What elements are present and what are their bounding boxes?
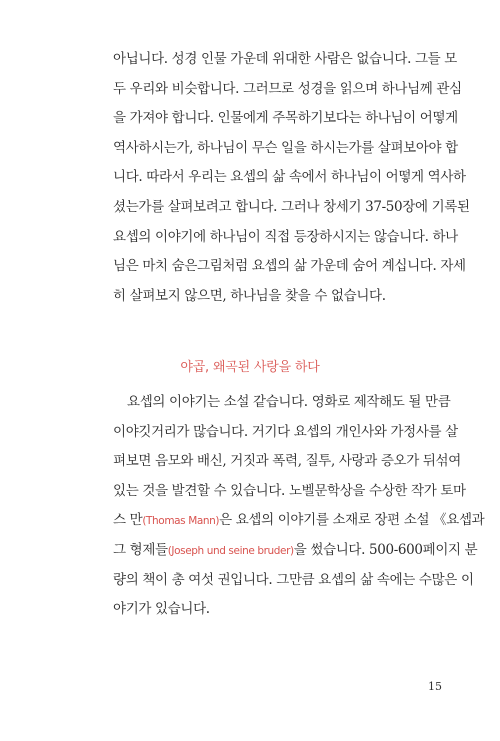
text-line: 아닙니다. 성경 인물 가운데 위대한 사람은 없습니다. 그들 모 (113, 51, 457, 67)
text-line: 히 살펴보지 않으면, 하나님을 찾을 수 없습니다. (113, 287, 386, 304)
text-segment: 스 만 (113, 512, 143, 529)
text-line: 두 우리와 비슷합니다. 그러므로 성경을 읽으며 하나님께 관심 (113, 80, 462, 97)
text-line: 량의 책이 총 여섯 권입니다. 그만큼 요셉의 삶 속에는 수많은 이 (113, 571, 474, 588)
text-line: 을 가져야 합니다. 인물에게 주목하기보다는 하나님이 어떻게 (113, 110, 458, 127)
body-paragraph-1 (113, 45, 470, 311)
text-line: 펴보면 음모와 배신, 거짓과 폭력, 질투, 사랑과 증오가 뒤섞여 (113, 453, 461, 470)
text-line: 야기가 있습니다. (113, 601, 210, 618)
text-line: 이야깃거리가 많습니다. 거기다 요셉의 개인사와 가정사를 살 (113, 423, 458, 440)
text-line-with-latin (113, 536, 478, 566)
text-line: 있는 것을 발견할 수 있습니다. 노벨문학상을 수상한 작가 토마 (113, 482, 466, 499)
text-line: 님은 마치 숨은그림처럼 요셉의 삶 가운데 숨어 계십니다. 자세 (113, 258, 466, 275)
section-heading: 야곱, 왜곡된 사랑을 하다 (180, 360, 320, 375)
text-line: 요셉의 이야기에 하나님이 직접 등장하시지는 않습니다. 하나 (113, 228, 458, 245)
text-line: 니다. 따라서 우리는 요셉의 삶 속에서 하나님이 어떻게 역사하 (113, 169, 466, 186)
body-paragraph-2 (113, 388, 485, 625)
text-line: 요셉의 이야기는 소설 같습니다. 영화로 제작해도 될 만큼 (127, 394, 451, 410)
text-line-with-latin (113, 506, 485, 536)
latin-name-annotation: (Thomas Mann) (142, 515, 220, 528)
text-segment: 은 요셉의 이야기를 소재로 장편 소설 《요셉과 (219, 512, 485, 529)
text-line: 역사하시는가, 하나님이 무슨 일을 하시는가를 살펴보아야 합 (113, 139, 458, 156)
text-segment: 그 형제들 (113, 541, 168, 558)
text-line: 셨는가를 살펴보려고 합니다. 그러나 창세기 37-50장에 기록된 (113, 198, 470, 215)
page-number: 15 (428, 680, 442, 693)
latin-title-annotation: (Joseph und seine bruder) (167, 544, 294, 557)
text-segment: 을 썼습니다. 500-600페이지 분 (293, 541, 478, 558)
